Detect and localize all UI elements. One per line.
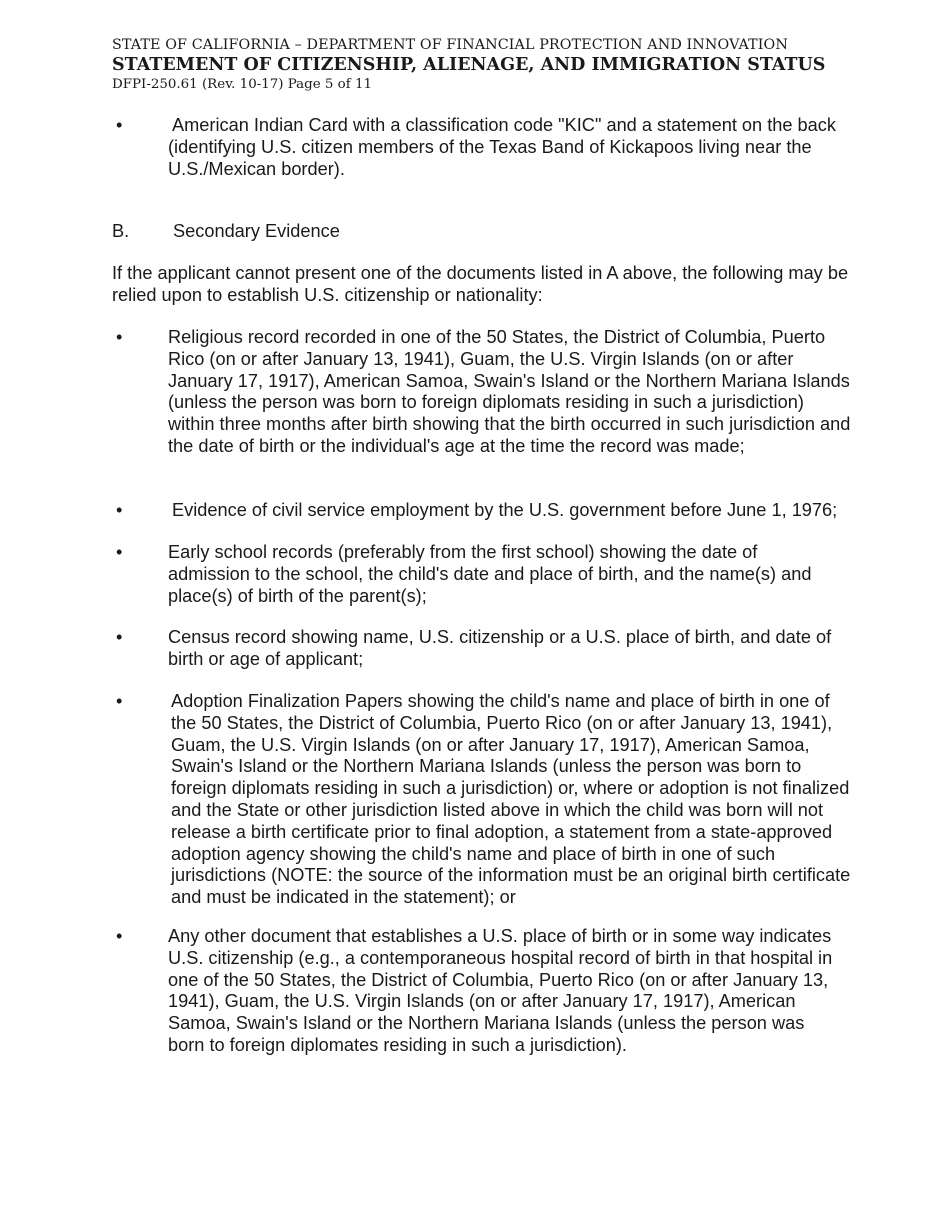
list-item-text: Any other document that establishes a U.S. place of birth or in some way indicates U.S. citizenship (e.g., a contemporaneous hospital record of birth in that hospital in one of the 50 States, the District of Columbia, Puerto Rico (on or after January 13, 1941), Guam, the U.S. Virgin Islands (on or after January 17, 1917), American Samoa, Swain's Island or the Northern Mariana Islands (unless the person was born to foreign diplomates residing in such a jurisdiction). (168, 926, 833, 1055)
bullet-icon: • (116, 500, 123, 520)
bullet-icon: • (116, 627, 123, 647)
bullet-icon: • (116, 691, 123, 711)
form-title: STATEMENT OF CITIZENSHIP, ALIENAGE, AND IMMIGRATION STATUS (112, 55, 826, 75)
list-item-text: Adoption Finalization Papers showing the child's name and place of birth in one of the 50 States, the District of Columbia, Puerto Rico (on or after January 13, 1941), Guam, the U.S. Virgin Islands (on or after January 17, 1917), American Samoa, Swain's Island or the Northern Mariana Islands (unless the person was born to foreign diplomats residing in such a jurisdiction) or, where or adoption is not finalized and the State or other jurisdiction listed above in which the child was born will not release a birth certificate prior to final adoption, a statement from a state-approved adoption agency showing the child's name and place of birth in one of such jurisdictions (NOTE: the source of the information must be an original birth certificate and must be indicated in the statement); or (171, 691, 851, 908)
list-item-text: American Indian Card with a classification code "KIC" and a statement on the back (identifying U.S. citizen members of the Texas Band of Kickapoos living near the U.S./Mexican border). (168, 115, 836, 179)
bullet-icon: • (116, 926, 123, 946)
agency-name: STATE OF CALIFORNIA – DEPARTMENT OF FINANCIAL PROTECTION AND INNOVATION (112, 37, 788, 53)
page-header (112, 36, 825, 93)
bullet-icon: • (116, 327, 123, 347)
list-item-text: Early school records (preferably from the first school) showing the date of admission to the school, the child's date and place of birth, and the name(s) and place(s) of birth of the parent(s); (168, 542, 812, 606)
section-letter: B. (112, 221, 130, 241)
form-number-and-page: DFPI-250.61 (Rev. 10-17) Page 5 of 11 (112, 77, 372, 92)
list-item-text: Evidence of civil service employment by the U.S. government before June 1, 1976; (172, 500, 838, 520)
section-title: Secondary Evidence (173, 221, 340, 241)
list-item-text: Religious record recorded in one of the 50 States, the District of Columbia, Puerto Rico (on or after January 13, 1941), Guam, the U.S. Virgin Islands (on or after January 17, 1917), American Samoa, Swain's Island or the Northern Mariana Islands (unless the person was born to foreign diplomats residing in such a jurisdiction) within three months after birth showing that the birth occurred in such jurisdiction and the date of birth or the individual's age at the time the record was made; (168, 327, 851, 456)
bullet-icon: • (116, 542, 123, 562)
bullet-icon: • (116, 115, 123, 135)
section-intro: If the applicant cannot present one of the documents listed in A above, the following may be relied upon to establish U.S. citizenship or nationality: (112, 263, 849, 305)
list-item-text: Census record showing name, U.S. citizenship or a U.S. place of birth, and date of birth or age of applicant; (168, 627, 832, 669)
